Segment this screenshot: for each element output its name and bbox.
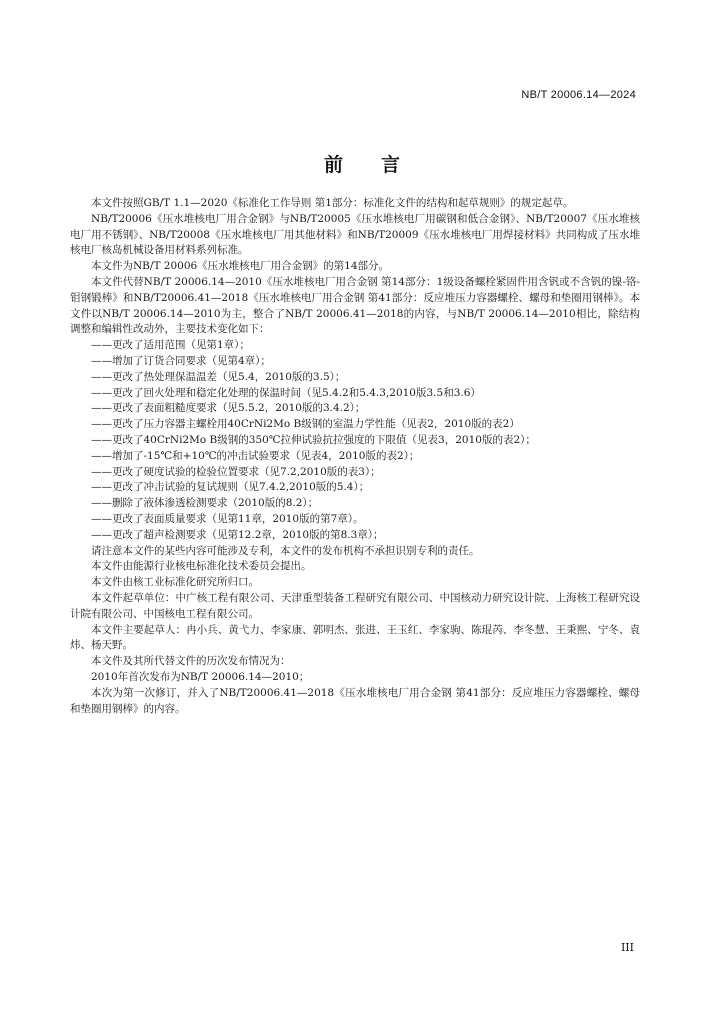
change-item: ——更改了硬度试验的检验位置要求（见7.2,2010版的表3）； [91,465,381,478]
change-item: ——更改了超声检测要求（见第12.2章，2010版的第8.3章）； [91,528,384,541]
paragraph: 请注意本文件的某些内容可能涉及专利，本文件的发布机构不承担识别专利的责任。 [91,544,480,557]
paragraph: 本文件为NB/T 20006《压水堆核电厂用合金钢》的第14部分。 [91,260,390,273]
page-title: 前言 [323,154,438,176]
change-item: ——删除了液体渗透检测要求（2010版的8.2）； [91,497,319,510]
foreword-body [70,196,640,717]
paragraph: 本文件由能源行业核电标准化技术委员会提出。 [91,560,312,573]
paragraph: 本文件起草单位：中广核工程有限公司、天津重型装备工程研究有限公司、中国核动力研究设计院、上海核工程研究设计院有限公司、中国核电工程有限公司。 [70,591,640,620]
paragraph: 本文件主要起草人：冉小兵、黄弋力、李家康、郭明杰、张进、王玉红、李家驹、陈琨芮、李冬慧、王秉熙、宁冬、袁炜、杨天野。 [70,623,640,652]
paragraph: 2010年首次发布为NB/T 20006.14—2010； [91,670,310,683]
paragraph: 本次为第一次修订，并入了NB/T20006.41—2018《压水堆核电厂用合金钢 第41部分：反应堆压力容器螺栓、螺母和垫圈用钢棒》的内容。 [70,686,640,715]
change-item: ——更改了表面粗糙度要求（见5.5.2，2010版的3.4.2）； [91,402,366,415]
paragraph: 本文件由核工业标准化研究所归口。 [91,576,259,589]
change-item: ——更改了热处理保温温差（见5.4，2010版的3.5）； [91,370,346,383]
change-item: ——增加了订货合同要求（见第4章）； [91,354,271,367]
paragraph: 本文件代替NB/T 20006.14—2010《压水堆核电厂用合金钢 第14部分：1级设备螺栓紧固件用含钒或不含钒的镍-铬-钼钢锻棒》和NB/T20006.41—2018《压水堆核电厂用合金钢 第41部分：反应堆压力容器螺栓、螺母和垫圈用钢棒》。本文件以NB/T 20006.14—2010为主，整合了NB/T 20006.41—2018的内容，与NB/T 20006.14—2010相比，除结构调整和编辑性改动外，主要技术变化如下： [70,275,641,336]
paragraph: 本文件及其所代替文件的历次发布情况为： [91,655,291,668]
page-number: III [620,941,634,954]
change-item: ——更改了压力容器主螺栓用40CrNi2Mo B级钢的室温力学性能（见表2，2010版的表2） [91,418,520,431]
change-item: ——增加了-15℃和+10℃的冲击试验要求（见表4，2010版的表2）； [91,449,420,462]
change-item: ——更改了表面质量要求（见第11章，2010版的第7章）。 [91,512,364,525]
paragraph: 本文件按照GB/T 1.1—2020《标准化工作导则 第1部分：标准化文件的结构和起草规则》的规定起草。 [91,197,574,209]
change-item: ——更改了冲击试验的复试规则（见7.4.2,2010版的5.4）； [91,481,370,494]
paragraph: NB/T20006《压水堆核电厂用合金钢》与NB/T20005《压水堆核电厂用碳钢和低合金钢》、NB/T20007《压水堆核电厂用不锈钢》、NB/T20008《压水堆核电厂用其他材料》和NB/T20009《压水堆核电厂用焊接材料》共同构成了压水堆核电厂核岛机械设备用材料系列标准。 [70,212,640,257]
standard-code: NB/T 20006.14—2024 [521,89,636,101]
change-item: ——更改了回火处理和稳定化处理的保温时间（见5.4.2和5.4.3,2010版3.5和3.6） [91,386,481,399]
change-item: ——更改了40CrNi2Mo B级钢的350℃拉伸试验抗拉强度的下限值（见表3，2010版的表2）； [91,433,536,446]
change-item: ——更改了适用范围（见第1章）； [91,339,250,352]
